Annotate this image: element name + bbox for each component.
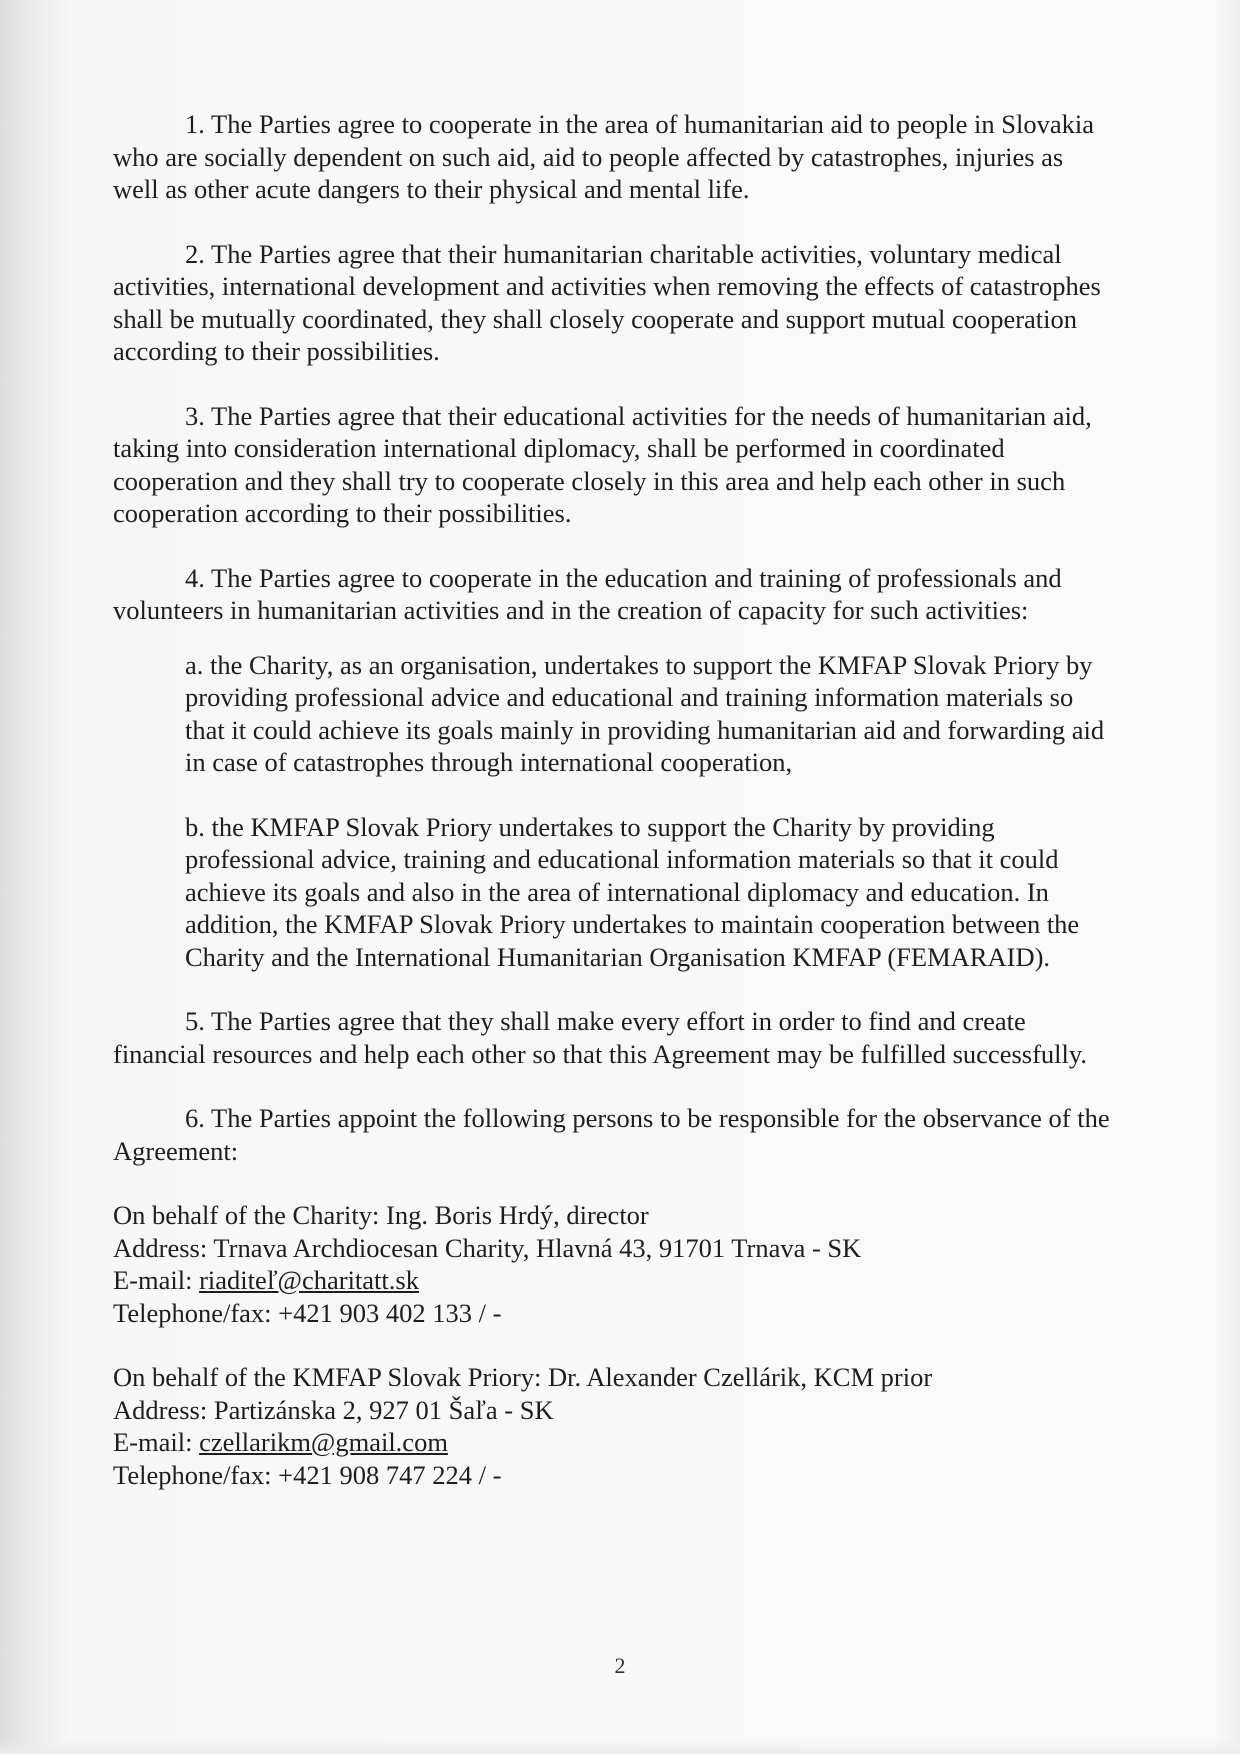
contact-phone: Telephone/fax: +421 903 402 133 / - bbox=[113, 1297, 502, 1328]
page-edge-shadow bbox=[1212, 0, 1240, 1754]
page-number: 2 bbox=[614, 1653, 626, 1678]
email-link[interactable]: czellarikm@gmail.com bbox=[199, 1427, 448, 1457]
agreement-body bbox=[113, 108, 1111, 1523]
page-bottom-shadow bbox=[0, 1740, 1240, 1754]
clause-2: 2. The Parties agree that their humanitarian charitable activities, voluntary medical activities, international development and activities when removing the effects of catastrophes shall be mutually coordinated, they shall closely cooperate and support mutual cooperation according to their possibilities. bbox=[113, 238, 1101, 366]
clause-4b: b. the KMFAP Slovak Priory undertakes to support the Charity by providing professional advice, training and educational information materials so that it could achieve its goals and also in the area of international diplomacy and education. In addition, the KMFAP Slovak Priory undertakes to maintain cooperation between the Charity and the International Humanitarian Organisation KMFAP (FEMARAID). bbox=[185, 811, 1080, 972]
clause-6: 6. The Parties appoint the following persons to be responsible for the observance of the Agreement: bbox=[113, 1103, 1110, 1166]
contact-email-line bbox=[113, 1264, 1111, 1297]
clause-4: 4. The Parties agree to cooperate in the education and training of professionals and volunteers in humanitarian activities and in the creation of capacity for such activities: bbox=[113, 562, 1062, 625]
clause-4a: a. the Charity, as an organisation, undertakes to support the KMFAP Slovak Priory by providing professional advice and educational and training information materials so that it could achieve its goals mainly in providing humanitarian aid and forwarding aid in case of catastrophes through international cooperation, bbox=[185, 649, 1105, 777]
clause-3: 3. The Parties agree that their educational activities for the needs of humanitarian aid, taking into consideration international diplomacy, shall be performed in coordinated cooperation and they shall try to cooperate closely in this area and help each other in such cooperation according to their possibilities. bbox=[113, 400, 1092, 528]
email-link[interactable]: riaditeľ@charitatt.sk bbox=[199, 1265, 419, 1295]
contact-behalf: On behalf of the KMFAP Slovak Priory: Dr. Alexander Czellárik, KCM prior bbox=[113, 1362, 933, 1392]
clause-5: 5. The Parties agree that they shall make every effort in order to find and create financial resources and help each other so that this Agreement may be fulfilled successfully. bbox=[113, 1006, 1088, 1069]
contact-behalf: On behalf of the Charity: Ing. Boris Hrdý, director bbox=[113, 1200, 649, 1230]
contact-priory bbox=[113, 1361, 1111, 1491]
clause-1: 1. The Parties agree to cooperate in the area of humanitarian aid to people in Slovakia who are socially dependent on such aid, aid to people affected by catastrophes, injuries as well as other acute dangers to their physical and mental life. bbox=[113, 109, 1095, 204]
contact-email-line bbox=[113, 1426, 1111, 1459]
email-label: E-mail: bbox=[113, 1427, 200, 1457]
contact-charity bbox=[113, 1199, 1111, 1329]
email-label: E-mail: bbox=[113, 1265, 200, 1295]
contact-address: Address: Trnava Archdiocesan Charity, Hlavná 43, 91701 Trnava - SK bbox=[113, 1232, 862, 1263]
contact-address: Address: Partizánska 2, 927 01 Šaľa - SK bbox=[113, 1394, 554, 1425]
contact-phone: Telephone/fax: +421 908 747 224 / - bbox=[113, 1459, 502, 1490]
